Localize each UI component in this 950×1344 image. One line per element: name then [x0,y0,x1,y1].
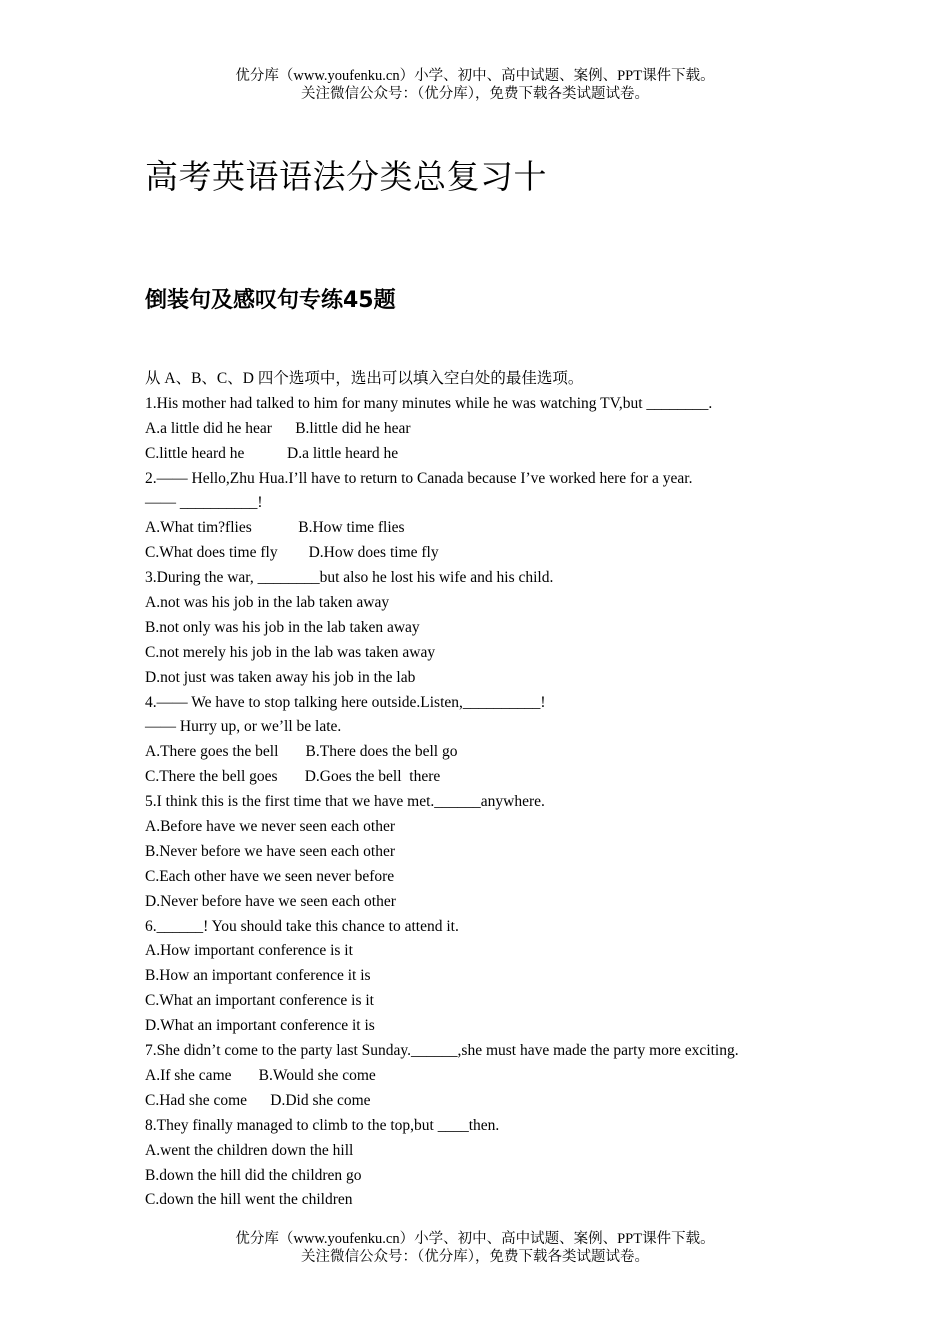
text-line: 7.She didn’t come to the party last Sunday.______,she must have made the party more exciting. [145,1042,739,1060]
text-line: 6.______! You should take this chance to attend it. [145,917,459,935]
text-line: C.little heard he D.a little heard he [145,444,399,462]
text-line: 1.His mother had talked to him for many minutes while he was watching TV,but ________. [145,394,713,412]
text-line: D.Never before have we seen each other [145,892,396,910]
text-line: C.Each other have we seen never before [145,867,395,885]
text-line: B.Never before we have seen each other [145,842,396,860]
text-line: A.not was his job in the lab taken away [145,594,390,612]
text-line: C.not merely his job in the lab was taken away [145,643,436,661]
text-line: A.Before have we never seen each other [145,818,396,836]
footer-line-1: 优分库（www.youfenku.cn）小学、初中、高中试题、案例、PPT课件下载。 [235,1231,715,1247]
text-line: B.How an important conference it is [145,967,371,985]
text-line: C.What an important conference is it [145,992,374,1010]
text-line: B.not only was his job in the lab taken away [145,618,420,636]
text-line: —— Hurry up, or we’ll be late. [145,718,342,736]
text-line: —— __________! [145,494,263,512]
header-line-1: 优分库（www.youfenku.cn）小学、初中、高中试题、案例、PPT课件下载。 [235,68,715,84]
text-line: C.There the bell goes D.Goes the bell there [145,768,441,786]
text-line: 8.They finally managed to climb to the top,but ____then. [145,1116,500,1134]
text-line: 4.—— We have to stop talking here outside.Listen,__________! [145,693,546,711]
text-line: A.What tim?flies B.How time flies [145,519,405,537]
text-line: A.There goes the bell B.There does the bell go [145,743,458,761]
text-line: 2.—— Hello,Zhu Hua.I’ll have to return to Canada because I’ve worked here for a year. [145,469,693,487]
text-line: A.How important conference is it [145,942,353,960]
document-subtitle: 倒装句及感叹句专练45题 [145,288,396,313]
text-line: C.What does time fly D.How does time fly [145,544,439,562]
text-line: C.down the hill went the children [145,1191,353,1209]
text-line: D.not just was taken away his job in the lab [145,668,416,686]
header-line-2: 关注微信公众号：（优分库），免费下载各类试题试卷。 [301,86,649,102]
text-line: 3.During the war, ________but also he lost his wife and his child. [145,569,554,587]
text-line: 从 A、B、C、D 四个选项中，选出可以填入空白处的最佳选项。 [145,370,584,387]
question-body [145,367,825,1213]
text-line: A.went the children down the hill [145,1141,354,1159]
text-line: C.Had she come D.Did she come [145,1091,371,1109]
document-title: 高考英语语法分类总复习十 [145,157,547,196]
page-footer [0,1230,950,1266]
text-line: 5.I think this is the first time that we have met.______anywhere. [145,793,545,811]
text-line: A.If she came B.Would she come [145,1066,376,1084]
text-line: B.down the hill did the children go [145,1166,362,1184]
text-line: D.What an important conference it is [145,1017,375,1035]
text-line: A.a little did he hear B.little did he hear [145,419,411,437]
footer-line-2: 关注微信公众号：（优分库），免费下载各类试题试卷。 [301,1249,649,1265]
page-header [0,67,950,103]
